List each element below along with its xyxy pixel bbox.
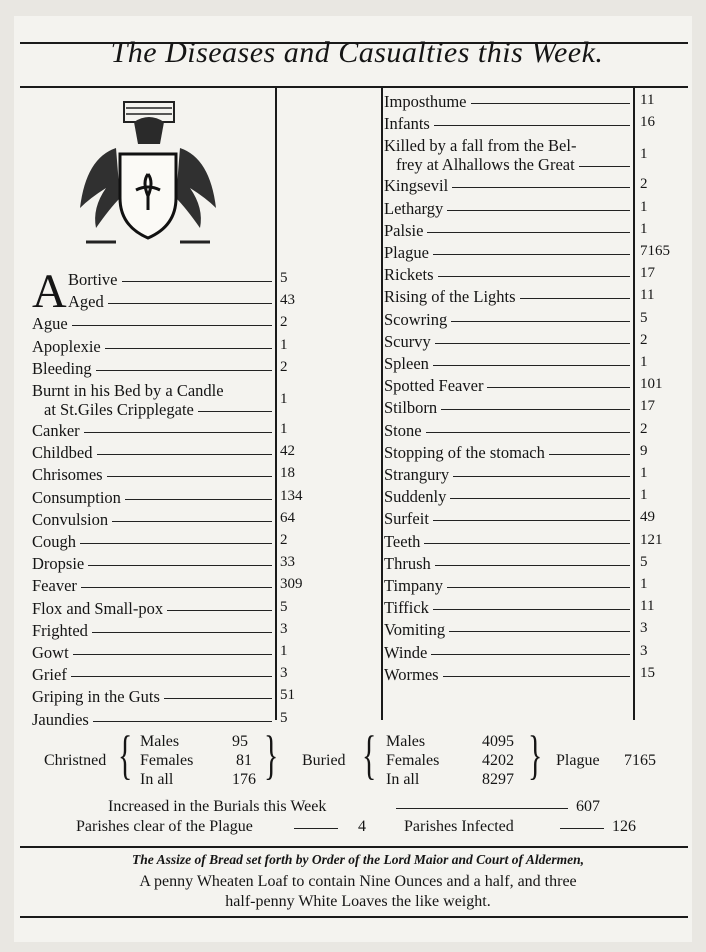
leader-line [427,232,630,233]
death-count: 5 [640,553,648,570]
death-count: 11 [640,287,655,304]
bread-note [28,872,688,912]
disease-row [32,421,332,443]
death-count: 18 [280,465,295,482]
death-count: 33 [280,554,295,571]
disease-name: Chrisomes [32,465,103,485]
disease-row [32,665,332,687]
parishes-infected-leader [560,828,604,829]
christened-all-value: 176 [232,771,256,788]
disease-row [384,620,704,642]
plague-total-value: 7165 [624,752,656,769]
death-count: 101 [640,376,663,393]
christened-label: Christned [44,752,107,769]
disease-row [384,421,704,443]
buried-all-value: 8297 [482,771,514,788]
disease-name: Apoplexie [32,336,101,356]
disease-name: Scowring [384,309,448,329]
disease-name: Scurvy [384,331,431,351]
buried-label: Buried [302,752,346,769]
buried-close-brace: } [528,725,543,785]
leader-line [93,721,272,722]
death-count: 1 [280,643,288,659]
disease-row [32,554,332,576]
disease-name: Spleen [384,354,429,373]
disease-row [32,314,332,336]
disease-row [384,221,704,243]
disease-name: Wormes [384,664,439,684]
leader-line [447,210,630,211]
leader-line [441,409,630,410]
christened-females-label: Females [140,752,194,769]
disease-name: Stone [384,420,422,440]
assize-heading: The Assize of Bread set forth by Order of the Lord Maior and Court of Aldermen, [131,852,585,867]
disease-row [32,576,332,598]
bottom-rule [20,916,688,918]
disease-name: Consumption [32,487,121,507]
disease-row [32,643,332,665]
disease-name: Dropsie [32,554,85,574]
parishes-clear-label: Parishes clear of the Plague [76,818,253,835]
disease-name: Kingsevil [384,176,449,196]
leader-line [105,348,272,349]
bread-line-2: half-penny White Loaves the like weight. [225,893,491,910]
leader-line [443,676,630,677]
leader-line [84,432,272,433]
parishes-infected-value: 126 [612,818,636,835]
death-count: 51 [280,687,295,704]
death-count: 2 [280,314,288,331]
disease-name: Bleeding [32,358,92,378]
disease-row [32,488,332,510]
parishes-clear-leader [294,828,338,829]
leader-line [453,476,630,477]
disease-name: Frighted [32,620,88,640]
disease-row [384,554,704,576]
disease-name: Thrush [384,553,431,573]
leader-line [451,321,630,322]
death-count: 2 [280,358,288,375]
leader-line [431,654,630,655]
disease-name: Ague [32,314,68,334]
death-count: 1 [280,391,288,407]
leader-line [471,103,630,104]
disease-name: Rickets [384,265,434,285]
disease-row [384,376,704,398]
disease-name: Griping in the Guts [32,687,160,707]
leader-line [108,303,272,304]
disease-row [384,287,704,309]
disease-name: Killed by a fall from the Bel- [384,136,577,156]
death-count: 5 [640,309,648,326]
death-count: 3 [640,642,648,659]
title-rule [20,86,688,88]
death-count: 9 [640,442,648,459]
disease-row [32,443,332,465]
leader-line [424,543,630,544]
disease-row [384,265,704,287]
disease-row [384,532,704,554]
disease-row [32,621,332,643]
leader-line [92,632,272,633]
leader-line [81,587,272,588]
christened-males-value: 95 [232,733,248,750]
bread-line-1: A penny Wheaten Loaf to contain Nine Ounces and a half, and three [139,873,577,890]
death-count: 1 [640,487,648,504]
disease-row [32,510,332,532]
leader-line [433,609,630,610]
disease-name: Plague [384,243,429,262]
disease-row [32,381,332,421]
christened-males-label: Males [140,733,180,750]
disease-row [384,465,704,487]
parishes-infected-label: Parishes Infected [404,818,514,835]
buried-females-value: 4202 [482,752,514,769]
disease-row [32,687,332,709]
disease-name: Imposthume [384,92,467,111]
disease-name: Bortive [68,270,118,289]
death-count: 42 [280,443,295,460]
leader-line [433,254,630,255]
leader-line [72,325,272,326]
buried-males-value: 4095 [482,733,514,750]
leader-line [520,298,630,299]
leader-line [452,187,630,188]
disease-row [384,398,704,420]
disease-name: Flox and Small-pox [32,598,164,618]
leader-line [73,654,272,655]
disease-row [384,332,704,354]
leader-line [426,432,630,433]
buried-all-label: In all [386,771,420,788]
disease-row [32,270,332,292]
disease-name: Lethargy [384,198,444,218]
leader-line [88,565,272,566]
leader-line [447,587,630,588]
disease-name: Suddenly [384,487,447,507]
christened-all-label: In all [140,771,174,788]
death-count: 1 [640,354,648,370]
death-count: 64 [280,509,295,526]
disease-name: Gowt [32,643,69,662]
death-count: 2 [280,532,288,548]
coat-of-arms-crest [76,98,218,248]
leader-line [125,499,272,500]
disease-name: Surfeit [384,509,429,529]
death-count: 134 [280,487,303,504]
disease-name: Jaundies [32,709,89,729]
leader-line [164,698,272,699]
disease-name: Convulsion [32,509,109,529]
buried-females-label: Females [386,752,440,769]
leader-line [435,343,630,344]
death-count: 11 [640,92,655,108]
disease-name: Teeth [384,531,421,551]
center-divider [381,88,383,720]
leader-line [80,543,272,544]
death-count: 17 [640,265,655,282]
death-count: 1 [640,198,648,215]
disease-row [32,710,332,732]
leader-line [112,521,272,522]
parishes-clear-value: 4 [358,818,366,835]
disease-row [384,310,704,332]
plague-total-label: Plague [556,752,600,769]
disease-row [384,243,704,265]
death-count: 5 [280,709,288,726]
disease-name: Childbed [32,443,93,463]
buried-brace: { [362,725,377,785]
death-count: 2 [640,331,648,348]
leader-line [97,454,272,455]
disease-row [384,576,704,598]
disease-row [32,337,332,359]
disease-name-continued: frey at Alhallows the Great [396,155,575,175]
disease-row [384,443,704,465]
leader-line [433,520,630,521]
death-count: 2 [640,420,648,437]
disease-row [32,599,332,621]
disease-row [384,354,704,376]
disease-name: Cough [32,532,77,551]
death-count: 1 [280,421,288,437]
buried-males-label: Males [386,733,426,750]
disease-name: Strangury [384,465,450,484]
increase-label: Increased in the Burials this Week [108,798,327,815]
disease-name: Winde [384,642,428,662]
death-count: 17 [640,398,655,415]
disease-row [384,487,704,509]
disease-row [32,292,332,314]
death-count: 2 [640,176,648,193]
leader-line [122,281,272,282]
death-count: 309 [280,576,303,593]
leader-line [438,276,630,277]
leader-line [434,125,630,126]
death-count: 3 [640,620,648,637]
leader-line [167,610,272,611]
disease-name: Spotted Feaver [384,376,484,396]
disease-name: Vomiting [384,620,446,640]
leader-line [198,411,272,412]
death-count: 1 [640,576,648,592]
disease-name: Stopping of the stomach [384,442,545,462]
leader-line [96,370,272,371]
disease-name: Aged [68,292,104,312]
disease-name: Infants [384,114,430,134]
increase-value: 607 [576,798,600,815]
leader-line [449,631,630,632]
disease-row [384,509,704,531]
death-count: 1 [640,146,648,163]
disease-name: Tiffick [384,598,429,618]
death-count: 16 [640,114,655,131]
disease-name: Timpany [384,576,443,595]
disease-row [384,114,704,136]
disease-row [32,465,332,487]
christened-females-value: 81 [236,752,252,769]
death-count: 7165 [640,243,670,259]
leader-line [549,454,630,455]
disease-name: Stilborn [384,398,438,418]
leader-line [71,676,272,677]
death-count: 1 [640,465,648,481]
disease-row [32,359,332,381]
death-count: 121 [640,531,663,548]
death-count: 49 [640,509,655,526]
disease-row [32,532,332,554]
drop-cap: A [32,265,67,318]
increase-leader [396,808,568,809]
death-count: 3 [280,665,288,682]
disease-name: Burnt in his Bed by a Candle [32,381,224,400]
disease-row [384,199,704,221]
death-count: 5 [280,270,288,286]
disease-name: Feaver [32,576,77,596]
leader-line [450,498,630,499]
death-count: 3 [280,620,288,637]
leader-line [435,565,630,566]
disease-name: Grief [32,665,67,685]
assize-rule [20,846,688,848]
disease-name-continued: at St.Giles Cripplegate [44,400,194,419]
leader-line [487,387,630,388]
disease-row [384,598,704,620]
death-count: 5 [280,598,288,615]
christened-close-brace: } [264,725,279,785]
leader-line [433,365,630,366]
disease-row [384,92,704,114]
disease-row [384,665,704,687]
death-count: 1 [280,336,288,353]
disease-name: Rising of the Lights [384,287,516,307]
disease-row [384,136,704,176]
page-title: The Diseases and Casualties this Week. [110,36,604,69]
disease-name: Canker [32,421,80,440]
christened-brace: { [118,725,133,785]
leader-line [107,476,272,477]
disease-name: Palsie [384,220,424,240]
death-count: 1 [640,220,648,237]
death-count: 11 [640,598,655,615]
death-count: 43 [280,292,295,309]
disease-row [384,643,704,665]
disease-row [384,176,704,198]
death-count: 15 [640,664,655,681]
leader-line [579,166,630,167]
